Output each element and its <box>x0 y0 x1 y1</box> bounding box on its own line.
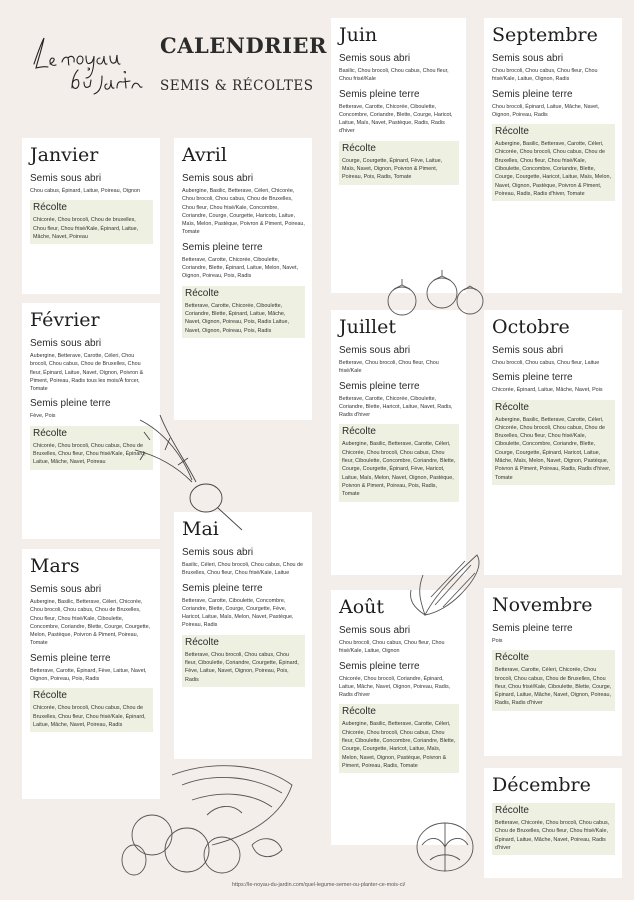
sowing-section <box>182 173 305 237</box>
month-title: Septembre <box>492 24 598 46</box>
vegetable-list: Chicorée, Chou brocoli, Coriandre, Épinard, Laitue, Mâche, Navet, Oignon, Poireau, Radis, Radis d'hiver <box>339 675 451 699</box>
sowing-section <box>492 623 615 645</box>
card-octobre <box>484 310 622 575</box>
sowing-section <box>30 584 153 648</box>
card-janvier <box>22 138 160 294</box>
vegetable-list: Chicorée, Chou brocoli, Chou cabus, Chou de Bruxelles, Chou fleur, Chou frisé/Kale, Épinard, Laitue, Mâche, Navet, Poireau <box>33 442 146 466</box>
vegetable-list: Aubergine, Basilic, Betterave, Carotte, Céleri, Chicorée, Chou brocoli, Chou cabus, Chou de Bruxelles, Chou fleur, Chou frisé/Kale, Ciboulette, Concombre, Coriandre, Blette, Courge, Courgette, Épinard, Haricot, Laitue, Mâche, Maïs, Melon, Navet, Oignon, Pastèque, Poivron & Piment, Poireau, Radis, Radis d'hiver, Tomate <box>495 416 611 481</box>
sowing-section <box>30 173 153 195</box>
month-title: Novembre <box>492 594 593 616</box>
month-title: Février <box>30 309 100 331</box>
section-label: Semis pleine terre <box>492 372 573 384</box>
section-label: Récolte <box>342 142 376 154</box>
section-label: Semis pleine terre <box>492 88 573 100</box>
harvest-section <box>30 200 153 244</box>
card-septembre <box>484 18 622 293</box>
section-label: Semis sous abri <box>339 625 411 636</box>
vegetable-list: Pois <box>492 638 503 644</box>
vegetable-list: Chicorée, Épinard, Laitue, Mâche, Navet, Pois <box>492 387 603 394</box>
sowing-section <box>30 338 153 393</box>
sowing-section <box>339 345 459 376</box>
sowing-section <box>339 89 459 136</box>
sowing-section <box>182 583 305 630</box>
month-title: Décembre <box>492 774 591 796</box>
section-label: Récolte <box>342 426 376 438</box>
month-title: Juillet <box>339 316 396 338</box>
vegetable-list: Basilic, Chou brocoli, Chou cabus, Chou fleur, Chou frisé/Kale <box>339 68 449 83</box>
sowing-section <box>492 345 615 367</box>
section-label: Semis sous abri <box>339 53 411 64</box>
harvest-section <box>182 286 305 338</box>
month-title: Janvier <box>30 144 99 166</box>
source-url: https://le-noyau-du-jardin.com/quel-legume-semer-ou-planter-ce-mois-ci/ <box>232 882 406 888</box>
vegetable-list: Chicorée, Chou brocoli, Chou cabus, Chou de Bruxelles, Chou fleur, Chou frisé/Kale, Épinard, Laitue, Mâche, Navet, Poireau, Radis <box>33 705 146 728</box>
sowing-section <box>339 661 459 700</box>
vegetable-list: Chou brocoli, Chou cabus, Chou fleur, Chou frisé/Kale, Laitue, Oignon <box>339 640 445 655</box>
section-label: Récolte <box>33 427 67 439</box>
page-subtitle: SEMIS & RÉCOLTES <box>160 78 314 94</box>
sowing-section <box>339 625 459 656</box>
harvest-section <box>339 704 459 773</box>
section-label: Semis pleine terre <box>30 398 111 410</box>
vegetable-list: Betterave, Carotte, Chicorée, Ciboulette, Concombre, Coriandre, Blette, Courge, Haricot, Laitue, Maïs, Navet, Pastèque, Radis, Radis d'hiver <box>339 103 453 135</box>
month-title: Août <box>339 596 385 618</box>
month-title: Mars <box>30 555 80 577</box>
month-title: Mai <box>182 518 219 540</box>
card-avril <box>174 138 312 420</box>
card-juin <box>331 18 466 293</box>
month-title: Avril <box>182 144 227 166</box>
harvest-section <box>182 635 305 687</box>
section-label: Récolte <box>185 636 219 648</box>
section-label: Récolte <box>495 401 529 413</box>
card-novembre <box>484 588 622 756</box>
section-label: Semis pleine terre <box>339 660 420 672</box>
vegetable-list: Chicorée, Chou brocoli, Chou de bruxelles, Chou fleur, Chou frisé/Kale, Épinard, Laitue, Mâche, Navet, Poireau <box>33 217 139 240</box>
sowing-section <box>339 381 459 420</box>
sowing-section <box>492 53 615 84</box>
section-label: Semis sous abri <box>30 584 102 595</box>
section-label: Récolte <box>185 287 219 299</box>
section-label: Semis pleine terre <box>339 380 420 392</box>
vegetable-list: Aubergine, Basilic, Betterave, Céleri, Chicorée, Chou brocoli, Chou cabus, Chou de Bruxelles, Chou fleur, Chou frisé/Kale, Concombre, Coriandre, Courge, Courgette, Haricots, Laitue, Maïs, Melon, Pastèque, Poivron & Piment, Poireau, Tomate <box>182 188 305 236</box>
card-decembre <box>484 768 622 878</box>
vegetable-list: Chou brocoli, Chou cabus, Chou fleur, Chou frisé/Kale, Laitue, Oignon, Radis <box>492 68 598 83</box>
section-label: Semis sous abri <box>339 345 411 356</box>
vegetable-list: Betterave, Carotte, Chicorée, Ciboulette, Coriandre, Blette, Épinard, Laitue, Mâche, Navet, Oignon, Poireau, Pois, Radis Laitue, Navet, Oignon, Poireau, Pois, Radis <box>185 302 289 334</box>
vegetable-list: Betterave, Chicorée, Chou brocoli, Chou cabus, Chou de Bruxelles, Chou fleur, Chou frisé/Kale, Épinard, Laitue, Mâche, Navet, Poireau, Radis d'hiver <box>495 820 610 851</box>
vegetable-list: Betterave, Carotte, Épinard, Fève, Laitue, Navet, Oignon, Poireau, Pois, Radis <box>30 667 147 683</box>
harvest-section <box>492 124 615 201</box>
section-label: Récolte <box>342 706 376 718</box>
sowing-section <box>339 53 459 84</box>
vegetable-list: Aubergine, Betterave, Carotte, Céleri, Chou brocoli, Chou cabus, Chou de Bruxelles, Chou fleur, Épinard, Laitue, Navet, Oignon, Poivron & Piment, Poireau, Radis tous les mois/À forcer, Tomate <box>30 353 144 393</box>
vegetable-list: Betterave, Chou brocoli, Chou cabus, Chou fleur, Ciboulette, Coriandre, Courgette, Épinard, Fève, Laitue, Navet, Oignon, Poireau, Pois, Radis <box>185 651 299 683</box>
sowing-section <box>182 242 305 281</box>
vegetable-list: Aubergine, Basilic, Betterave, Carotte, Céleri, Chicorée, Chou brocoli, Chou cabus, Chou de Bruxelles, Chou fleur, Chou frisé/Kale, Ciboulette, Concombre, Coriandre, Blette, Courge, Courgette, Haricot, Laitue, Maïs, Melon, Navet, Oignon, Pastèque, Poivron & Piment, Poireau, Radis, Radis d'hiver, Tomate <box>495 141 611 197</box>
vegetable-list: Betterave, Chou brocoli, Chou fleur, Chou frisé/Kale <box>339 360 439 375</box>
section-label: Récolte <box>33 202 67 214</box>
section-label: Semis sous abri <box>492 53 564 64</box>
tomato-illustration <box>380 265 490 320</box>
vegetable-list: Aubergine, Basilic, Betterave, Carotte, Céleri, Chicorée, Chou brocoli, Chou cabus, Chou fleur, Ciboulette, Concombre, Coriandre, Blette, Courge, Courgette, Haricot, Laitue, Maïs, Melon, Navet, Oignon, Pastèque, Poivron & Piment, Poireau, Radis, Tomate <box>342 721 456 769</box>
beet-illustration <box>130 410 250 535</box>
section-label: Semis pleine terre <box>182 241 263 253</box>
vegetable-list: Aubergine, Basilic, Betterave, Céleri, Chicorée, Chou brocoli, Chou cabus, Chou de Bruxelles, Chou fleur, Chou frisé/Kale, Ciboulette, Concombre, Coriandre, Blette, Courge, Courgette, Melon, Pastèque, Poivron & Piment, Poireau, Tomate <box>30 599 151 647</box>
section-label: Semis sous abri <box>182 173 254 184</box>
corn-illustration <box>405 545 490 625</box>
vegetable-list: Chou brocoli, Épinard, Laitue, Mâche, Navet, Oignon, Poireau, Radis <box>492 103 600 118</box>
section-label: Semis sous abri <box>30 338 102 349</box>
section-label: Semis sous abri <box>182 547 254 558</box>
vegetable-list: Betterave, Carotte, Ciboulette, Concombre, Coriandre, Blette, Courge, Courgette, Fève, Haricot, Laitue, Maïs, Melon, Navet, Pastèque, Poireau, Radis <box>182 597 294 629</box>
harvest-section <box>30 688 153 732</box>
harvest-section <box>492 803 615 855</box>
section-label: Semis pleine terre <box>182 582 263 594</box>
section-label: Semis pleine terre <box>492 623 573 634</box>
sowing-section <box>30 653 153 684</box>
section-label: Semis sous abri <box>492 345 564 356</box>
cabbage-illustration <box>410 815 480 875</box>
harvest-section <box>339 141 459 185</box>
sowing-section <box>492 372 615 394</box>
vegetable-basket-illustration <box>112 755 312 880</box>
page-title: CALENDRIER <box>160 33 327 58</box>
vegetable-list: Basilic, Céleri, Chou brocoli, Chou cabus, Chou de Bruxelles, Chou fleur, Chou frisé/Kale, Laitue <box>182 562 304 577</box>
section-label: Récolte <box>33 690 67 702</box>
sowing-section <box>492 89 615 120</box>
vegetable-list: Betterave, Carotte, Chicorée, Ciboulette, Coriandre, Blette, Épinard, Laitue, Melon, Navet, Oignon, Poireau, Pois, Radis <box>182 256 298 280</box>
vegetable-list: Betterave, Carotte, Céleri, Chicorée, Chou brocoli, Chou cabus, Chou de Bruxelles, Chou fleur, Chou frisé/Kale, Ciboulette, Blette, Courge, Épinard, Laitue, Mâche, Navet, Oignon, Poireau, Radis, Radis d'hiver <box>495 667 612 707</box>
section-label: Récolte <box>495 805 529 816</box>
vegetable-list: Fève, Pois <box>30 413 56 420</box>
section-label: Récolte <box>495 126 529 138</box>
section-label: Semis pleine terre <box>30 652 111 664</box>
vegetable-list: Courge, Courgette, Épinard, Fève, Laitue, Maïs, Navet, Oignon, Poivron & Piment, Poireau, Pois, Radis, Tomate <box>342 157 443 181</box>
vegetable-list: Chou brocoli, Chou cabus, Chou fleur, Laitue <box>492 360 600 366</box>
month-title: Juin <box>339 24 378 46</box>
card-juillet <box>331 310 466 575</box>
card-aout <box>331 590 466 845</box>
vegetable-list: Aubergine, Basilic, Betterave, Carotte, Céleri, Chicorée, Chou brocoli, Chou cabus, Chou fleur, Ciboulette, Concombre, Coriandre, Blette, Courge, Courgette, Épinard, Fève, Haricot, Laitue, Maïs, Melon, Navet, Oignon, Pastèque, Poivron & Piment, Poireau, Pois, Radis, Tomate <box>342 441 456 498</box>
section-label: Récolte <box>495 652 529 664</box>
month-title: Octobre <box>492 316 570 338</box>
section-label: Semis pleine terre <box>339 88 420 100</box>
sowing-section <box>182 547 305 578</box>
vegetable-list: Betterave, Carotte, Chicorée, Ciboulette, Coriandre, Blette, Haricot, Laitue, Navet, Radis, Radis d'hiver <box>339 395 453 419</box>
section-label: Semis sous abri <box>30 173 102 184</box>
harvest-section <box>339 424 459 501</box>
harvest-section <box>492 400 615 485</box>
vegetable-list: Chou cabus, Épinard, Laitue, Poireau, Oignon <box>30 188 140 194</box>
harvest-section <box>492 650 615 710</box>
card-mai <box>174 512 312 759</box>
logo <box>28 34 153 104</box>
